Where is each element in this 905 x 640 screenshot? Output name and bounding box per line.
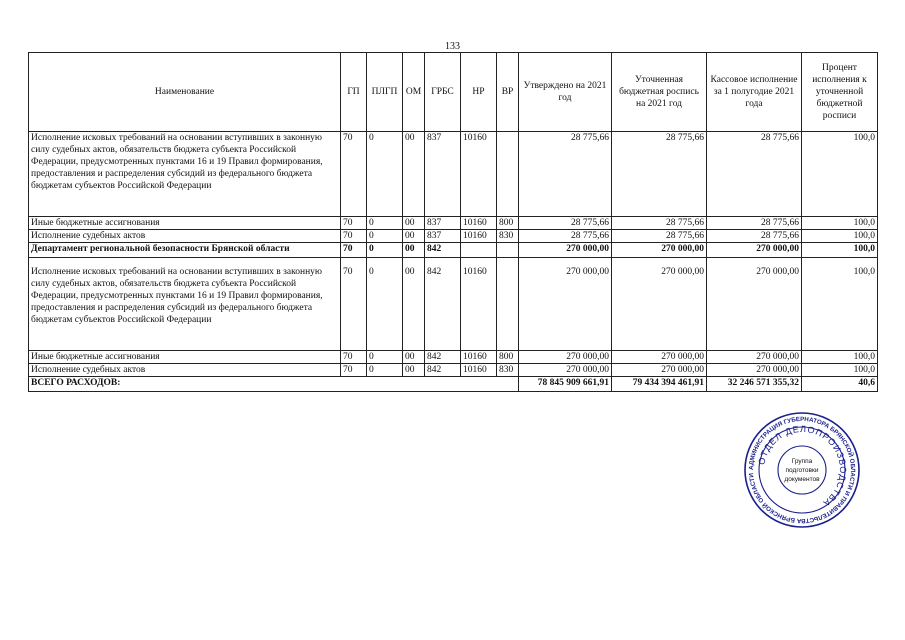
header-grbs: ГРБС [425,53,461,132]
cell-np: 10160 [461,230,497,243]
header-plgp: ПЛГП [367,53,403,132]
stamp-line-2: подготовки [785,467,819,474]
cell-percent: 100,0 [802,217,878,230]
cell-percent: 100,0 [802,258,878,351]
cell-approved: 28 775,66 [519,230,612,243]
cell-refined: 270 000,00 [612,258,707,351]
total-refined: 79 434 394 461,91 [612,377,707,392]
cell-name: Исполнение исковых требований на основании вступивших в законную силу судебных актов, обязательств бюджета субъекта Российской Федерации, предусмотренных пунктами 16 и 19 Правил формирования, предоставления и распределения субсидий из федерального бюджета бюджетам субъектов Российской Федерации [29,132,341,217]
stamp-ring-text: АДМИНИСТРАЦИЯ ГУБЕРНАТОРА БРЯНСКОЙ ОБЛАСТИ И ПРАВИТЕЛЬСТВА БРЯНСКОЙ ОБЛАСТИ [747,415,857,525]
table-row [29,217,878,230]
cell-om: 00 [403,217,425,230]
cell-np: 10160 [461,258,497,351]
cell-percent: 100,0 [802,132,878,217]
cell-np: 10160 [461,217,497,230]
page-number: 133 [445,41,460,52]
cell-cash: 28 775,66 [707,230,802,243]
cell-refined: 270 000,00 [612,243,707,258]
cell-name: Исполнение исковых требований на основании вступивших в законную силу судебных актов, обязательств бюджета субъекта Российской Федерации, предусмотренных пунктами 16 и 19 Правил формирования, предоставления и распределения субсидий из федерального бюджета бюджетам субъектов Российской Федерации [29,258,341,351]
cell-refined: 28 775,66 [612,217,707,230]
cell-om: 00 [403,258,425,351]
stamp-line-3: документов [784,476,820,483]
header-cash: Кассовое исполнение за 1 полугодие 2021 года [707,53,802,132]
stamp-line-1: Группа [791,458,813,465]
total-approved: 78 845 909 661,91 [519,377,612,392]
cell-refined: 28 775,66 [612,230,707,243]
cell-om: 00 [403,243,425,258]
cell-plgp: 0 [367,351,403,364]
cell-vr [497,243,519,258]
table-row [29,351,878,364]
cell-plgp: 0 [367,132,403,217]
cell-np [461,243,497,258]
total-cash: 32 246 571 355,32 [707,377,802,392]
header-np: НР [461,53,497,132]
official-stamp [742,410,862,530]
cell-cash: 28 775,66 [707,132,802,217]
cell-np: 10160 [461,351,497,364]
cell-approved: 28 775,66 [519,217,612,230]
stamp-outer-arc: ОТДЕЛ ДЕЛОПРОИЗВОДСТВА [756,423,849,509]
cell-refined: 28 775,66 [612,132,707,217]
cell-gp: 70 [341,132,367,217]
cell-name: Исполнение судебных актов [29,230,341,243]
total-label: ВСЕГО РАСХОДОВ: [29,377,519,392]
table-row [29,132,878,217]
header-vr: ВР [497,53,519,132]
cell-om: 00 [403,364,425,377]
cell-plgp: 0 [367,243,403,258]
cell-plgp: 0 [367,258,403,351]
table-header-row [29,53,878,132]
cell-cash: 270 000,00 [707,364,802,377]
cell-grbs: 837 [425,230,461,243]
cell-gp: 70 [341,243,367,258]
header-gp: ГП [341,53,367,132]
cell-vr [497,258,519,351]
table-row-department [29,243,878,258]
cell-percent: 100,0 [802,364,878,377]
cell-grbs: 842 [425,364,461,377]
table-row [29,364,878,377]
total-percent: 40,6 [802,377,878,392]
cell-name: Департамент региональной безопасности Брянской области [29,243,341,258]
cell-cash: 28 775,66 [707,217,802,230]
cell-percent: 100,0 [802,243,878,258]
cell-plgp: 0 [367,364,403,377]
cell-plgp: 0 [367,230,403,243]
cell-vr: 800 [497,217,519,230]
budget-table [28,52,878,392]
cell-gp: 70 [341,217,367,230]
cell-gp: 70 [341,364,367,377]
cell-percent: 100,0 [802,230,878,243]
cell-gp: 70 [341,258,367,351]
cell-plgp: 0 [367,217,403,230]
cell-refined: 270 000,00 [612,351,707,364]
cell-vr [497,132,519,217]
cell-om: 00 [403,132,425,217]
cell-grbs: 837 [425,217,461,230]
cell-grbs: 842 [425,351,461,364]
cell-grbs: 842 [425,258,461,351]
cell-om: 00 [403,351,425,364]
cell-vr: 830 [497,230,519,243]
cell-name: Исполнение судебных актов [29,364,341,377]
table-row [29,230,878,243]
cell-cash: 270 000,00 [707,243,802,258]
header-name: Наименование [29,53,341,132]
cell-approved: 28 775,66 [519,132,612,217]
header-approved: Утверждено на 2021 год [519,53,612,132]
header-om: ОМ [403,53,425,132]
cell-grbs: 837 [425,132,461,217]
table-row-total [29,377,878,392]
cell-gp: 70 [341,351,367,364]
cell-refined: 270 000,00 [612,364,707,377]
cell-approved: 270 000,00 [519,243,612,258]
cell-vr: 830 [497,364,519,377]
cell-cash: 270 000,00 [707,258,802,351]
cell-name: Иные бюджетные ассигнования [29,351,341,364]
cell-grbs: 842 [425,243,461,258]
cell-om: 00 [403,230,425,243]
cell-name: Иные бюджетные ассигнования [29,217,341,230]
cell-approved: 270 000,00 [519,258,612,351]
cell-gp: 70 [341,230,367,243]
cell-np: 10160 [461,132,497,217]
header-refined: Уточненная бюджетная роспись на 2021 год [612,53,707,132]
cell-cash: 270 000,00 [707,351,802,364]
cell-np: 10160 [461,364,497,377]
cell-approved: 270 000,00 [519,351,612,364]
table-row [29,258,878,351]
cell-approved: 270 000,00 [519,364,612,377]
header-percent: Процент исполнения к уточненной бюджетной росписи [802,53,878,132]
cell-percent: 100,0 [802,351,878,364]
cell-vr: 800 [497,351,519,364]
